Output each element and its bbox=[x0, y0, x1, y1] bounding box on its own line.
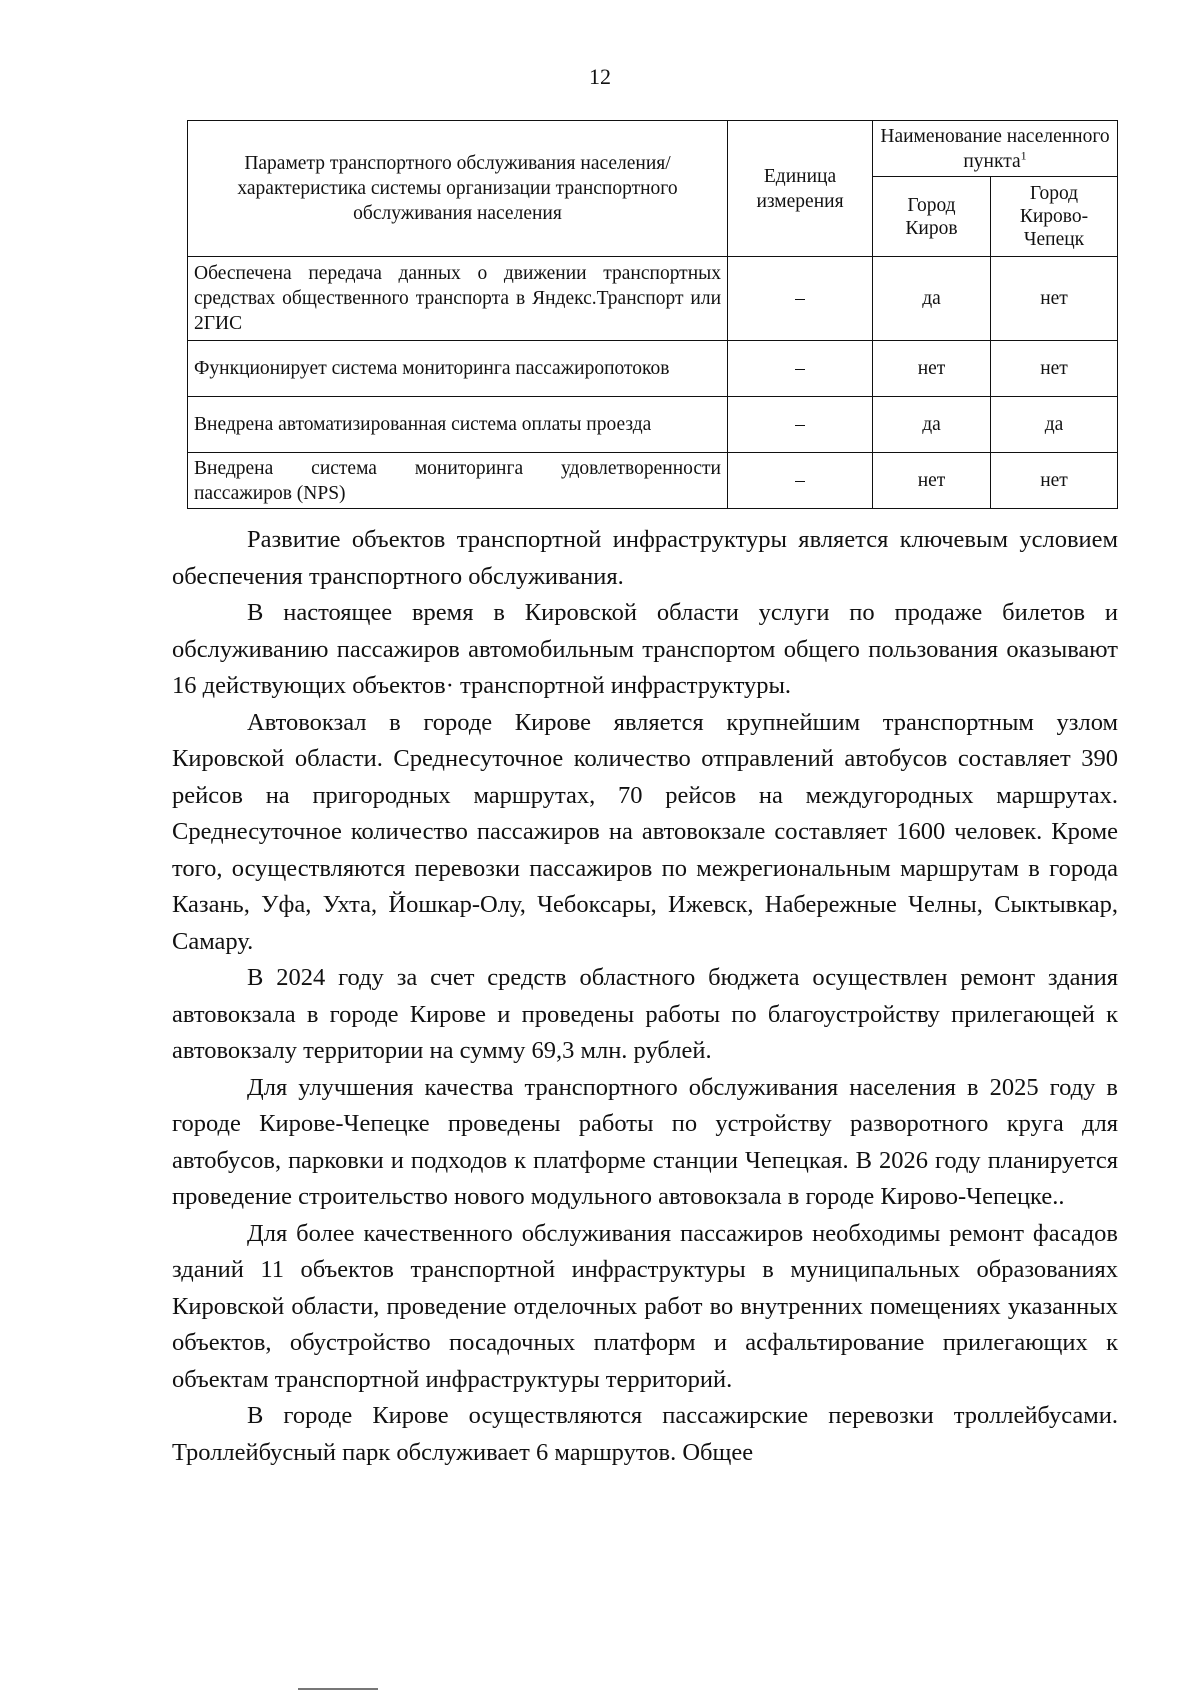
row-param: Внедрена автоматизированная система оплаты проезда bbox=[188, 397, 728, 453]
table-header-row bbox=[188, 121, 1118, 177]
header-param: Параметр транспортного обслуживания населения/ характеристика системы организации транспортного обслуживания населения bbox=[188, 121, 728, 257]
row-unit: – bbox=[728, 453, 873, 509]
header-locality-label: Наименование населенного пункта bbox=[880, 125, 1110, 172]
paragraph: Автовокзал в городе Кирове является крупнейшим транспортным узлом Кировской области. Среднесуточное количество отправлений автобусов составляет 390 рейсов на пригородных маршрутах, 70 рейсов на междугородных маршрутах. Среднесуточное количество пассажиров на автовокзале составляет 1600 человек. Кроме того, осуществляются перевозки пассажиров по межрегиональным маршрутам в города Казань, Уфа, Ухта, Йошкар-Олу, Чебоксары, Ижевск, Набережные Челны, Сыктывкар, Самару. bbox=[172, 708, 1118, 955]
paragraph: Для более качественного обслуживания пассажиров необходимы ремонт фасадов зданий 11 объектов транспортной инфраструктуры в муниципальных образованиях Кировской области, проведение отделочных работ во внутренних помещениях указанных объектов, обустройство посадочных платформ и асфальтирование прилегающих к объектам транспортной инфраструктуры территорий. bbox=[172, 1219, 1118, 1393]
row-value-kirov: да bbox=[873, 257, 991, 341]
table-row bbox=[188, 397, 1118, 453]
row-value-kirovo-chepetsk: да bbox=[991, 397, 1118, 453]
page-number: 12 bbox=[589, 64, 611, 89]
table-row bbox=[188, 453, 1118, 509]
paragraph: В городе Кирове осуществляются пассажирские перевозки троллейбусами. Троллейбусный парк обслуживает 6 маршрутов. Общее bbox=[172, 1402, 1118, 1466]
row-unit: – bbox=[728, 257, 873, 341]
row-value-kirov: нет bbox=[873, 341, 991, 397]
footer-divider bbox=[298, 1688, 378, 1690]
footnote-mark: 1 bbox=[1020, 148, 1027, 162]
header-city-kirovo-chepetsk: Город Кирово-Чепецк bbox=[991, 177, 1118, 257]
body-text bbox=[172, 522, 1118, 1471]
header-unit: Единица измерения bbox=[728, 121, 873, 257]
row-value-kirov: нет bbox=[873, 453, 991, 509]
row-unit: – bbox=[728, 341, 873, 397]
row-unit: – bbox=[728, 397, 873, 453]
paragraph: Развитие объектов транспортной инфраструктуры является ключевым условием обеспечения транспортного обслуживания. bbox=[172, 526, 1118, 590]
paragraph: В настоящее время в Кировской области услуги по продаже билетов и обслуживанию пассажиров автомобильным транспортом общего пользования оказывают 16 действующих объектов· транспортной инфраструктуры. bbox=[172, 599, 1118, 699]
row-param: Обеспечена передача данных о движении транспортных средствах общественного транспорта в Яндекс.Транспорт или 2ГИС bbox=[188, 257, 728, 341]
header-locality bbox=[873, 121, 1118, 177]
row-param: Внедрена система мониторинга удовлетворенности пассажиров (NPS) bbox=[188, 453, 728, 509]
paragraph: В 2024 году за счет средств областного бюджета осуществлен ремонт здания автовокзала в городе Кирове и проведены работы по благоустройству прилегающей к автовокзалу территории на сумму 69,3 млн. рублей. bbox=[172, 964, 1118, 1064]
header-city-kirov: Город Киров bbox=[873, 177, 991, 257]
row-value-kirov: да bbox=[873, 397, 991, 453]
row-value-kirovo-chepetsk: нет bbox=[991, 453, 1118, 509]
table-row bbox=[188, 257, 1118, 341]
row-param: Функционирует система мониторинга пассажиропотоков bbox=[188, 341, 728, 397]
row-value-kirovo-chepetsk: нет bbox=[991, 257, 1118, 341]
row-value-kirovo-chepetsk: нет bbox=[991, 341, 1118, 397]
table-row bbox=[188, 341, 1118, 397]
paragraph: Для улучшения качества транспортного обслуживания населения в 2025 году в городе Кирове-Чепецке проведены работы по устройству разворотного круга для автобусов, парковки и подходов к платформе станции Чепецкая. В 2026 году планируется проведение строительство нового модульного автовокзала в городе Кирово-Чепецке.. bbox=[172, 1073, 1118, 1210]
transport-parameters-table bbox=[187, 120, 1118, 509]
